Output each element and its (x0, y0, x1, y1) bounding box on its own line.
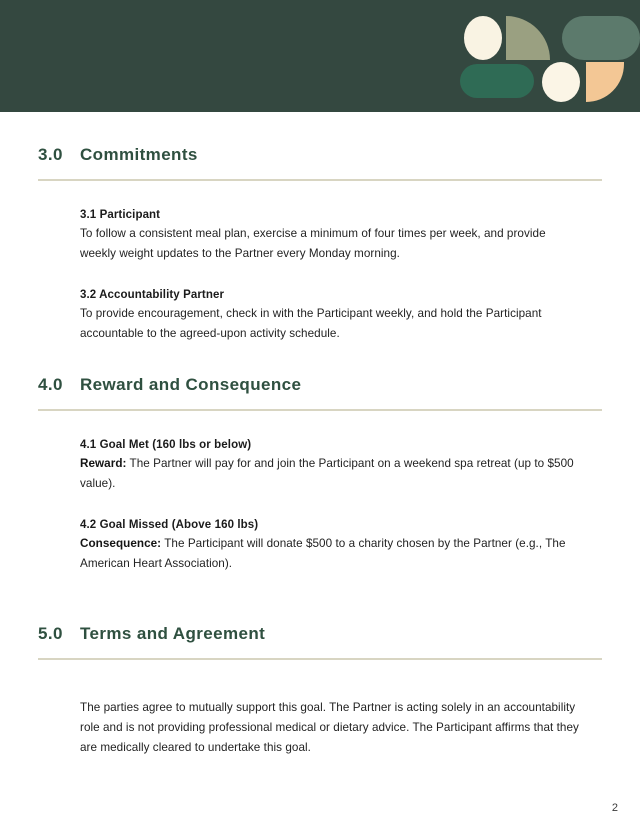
subsection-title: 3.2 Accountability Partner (80, 288, 225, 301)
subsection-body (80, 534, 584, 574)
subsection-4-1 (80, 437, 584, 495)
section-content (38, 437, 602, 574)
terms-paragraph: The parties agree to mutually support this goal. The Partner is acting solely in an accountability role and is not providing professional medical or dietary advice. The Participant affirms that they are medically cleared to undertake this goal. (80, 701, 579, 755)
subsection-body (80, 454, 584, 494)
logo-quarter-peach-icon (586, 62, 624, 102)
logo-pill-green-icon (562, 16, 640, 60)
subsection-title: 4.2 Goal Missed (Above 160 lbs) (80, 518, 259, 531)
section-terms-and-agreement (0, 624, 640, 759)
section-number: 5.0 (38, 624, 63, 643)
subsection-body: To provide encouragement, check in with the Participant weekly, and hold the Participant accountable to the agreed-upon activity schedule. (80, 306, 542, 341)
section-number: 3.0 (38, 145, 63, 164)
section-commitments (0, 145, 640, 344)
subsection-3-1 (80, 207, 584, 265)
section-divider (38, 409, 602, 411)
subsection-body: To follow a consistent meal plan, exercise a minimum of four times per week, and provide weekly weight updates to the Partner every Monday morning. (80, 227, 546, 261)
subsection-body-rest: The Partner will pay for and join the Participant on a weekend spa retreat (up to $500 value). (80, 457, 574, 491)
subsection-3-2 (80, 287, 584, 345)
section-number: 4.0 (38, 375, 63, 394)
section-divider (38, 179, 602, 181)
logo-pill-dark-green-icon (460, 64, 534, 98)
section-heading (38, 624, 602, 644)
subsection-title: 4.1 Goal Met (160 lbs or below) (80, 439, 252, 451)
page-number: 2 (611, 802, 618, 814)
section-reward-and-consequence (0, 375, 640, 574)
logo-circle-cream-icon (464, 16, 502, 60)
logo-quarter-sage-icon (506, 16, 550, 60)
section-title: Commitments (80, 145, 198, 164)
subsection-4-2 (80, 517, 584, 575)
logo-circle-cream-2-icon (542, 62, 580, 102)
section-heading (38, 145, 602, 165)
section-divider (38, 658, 602, 660)
subsection-body-lead: Reward: (80, 457, 127, 471)
section-heading (38, 375, 602, 395)
brand-logo (460, 16, 608, 96)
section-content (38, 207, 602, 344)
subsection-body-rest: The Participant will donate $500 to a charity chosen by the Partner (e.g., The American Heart Association). (80, 536, 566, 571)
section-title: Terms and Agreement (80, 624, 266, 643)
section-title: Reward and Consequence (80, 375, 302, 394)
section-content (38, 698, 602, 759)
subsection-title: 3.1 Participant (80, 209, 161, 221)
page-header-band (0, 0, 640, 112)
subsection-body-lead: Consequence: (80, 536, 162, 550)
